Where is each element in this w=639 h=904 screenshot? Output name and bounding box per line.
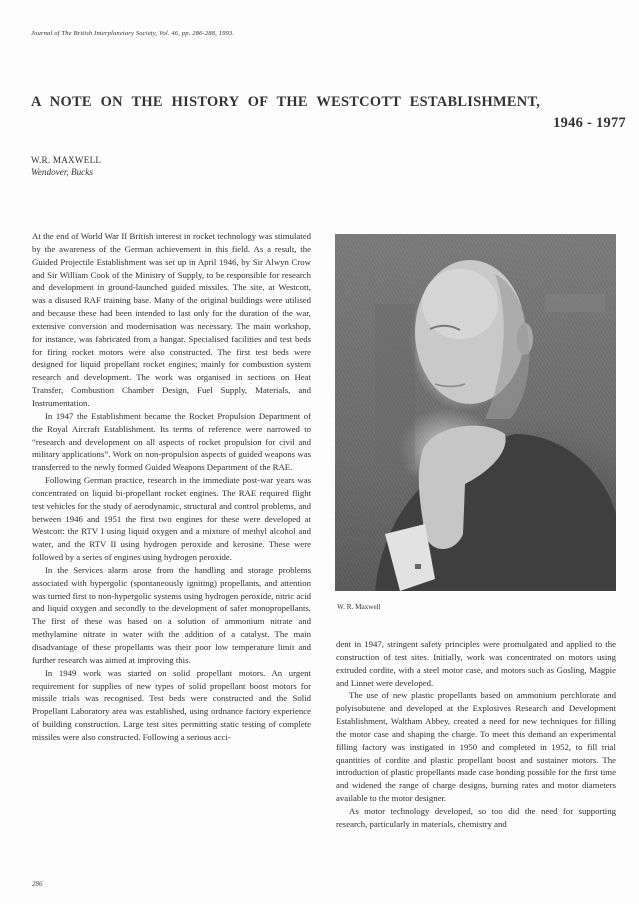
paragraph: In 1949 work was started on solid propellant motors. An urgent requirement for supplies of new types of solid propellant boost motors for missile trials was recognised. Test beds were constructed and the Solid Propellant Laboratory area was established, using ordnance factory experience of building construction. Large test sites permitting static testing of complete missiles were also constructed. Following a serious acci- <box>32 667 311 742</box>
page-number: 286 <box>32 880 43 888</box>
author-name: W.R. MAXWELL <box>31 155 102 165</box>
paragraph: Following German practice, research in the immediate post-war years was concentrated on liquid bi-propellant rocket engines. The RAE required flight test vehicles for the study of aerodynamic, structural and control problems, and between 1946 and 1951 the first two engines for these were developed at Westcott: the RTV I using liquid oxygen and a mixture of methyl alcohol and water, and the RTV II using hydrogen peroxide and kerosine. These were followed by a series of engines using hydrogen peroxide. <box>32 475 311 563</box>
paragraph: At the end of World War II British interest in rocket technology was stimulated by the awareness of the German achievement in this field. As a result, the Guided Projectile Establishment was set up in April 1946, by Sir Alwyn Crow and Sir William Cook of the Ministry of Supply, to be responsible for research and development in ground-launched guided missiles. The site, at Westcott, was a disused RAF training base. Many of the original buildings were utilised and because these had been intended to last only for the duration of the war, extensive conversion and modernisation was necessary. The main workshop, for instance, was fabricated from a hangar. Specialised facilities and test beds for firing rocket motors were also constructed. The first test beds were designed for liquid propellant rocket engines; mainly for combustion system research and development. The work was organised in sections on Heat Transfer, Combustion Chamber Design, Fuel Supply, Materials, and Instrumentation. <box>32 231 311 408</box>
paragraph: The use of new plastic propellants based on ammonium perchlorate and polyisobutene and developed at the Explosives Research and Development Establishment, Waltham Abbey, created a need for new techniques for filling the motor case and shaping the charge. To meet this demand an experimental filling factory was instigated in 1950 and completed in 1952, to fill trial quantities of cordite and plastic propellant boost and sustainer motors. The introduction of plastic propellants made case bonding possible for the first time and widened the range of charge designs, burning rates and motor diameters available to the motor designer. <box>336 690 616 804</box>
right-column <box>336 638 616 831</box>
paragraph: dent in 1947, stringent safety principles were promulgated and applied to the construction of test sites. Initially, work was concentrated on motors using extruded cordite, with a steel motor case, and motors such as Gosling, Magpie and Linnet were developed. <box>336 639 616 688</box>
paragraph: As motor technology developed, so too did the need for supporting research, particularly in materials, chemistry and <box>336 805 616 829</box>
portrait-image-icon <box>335 234 616 591</box>
journal-reference: Journal of The British Interplanetary Society, Vol. 46, pp. 286-288, 1993. <box>31 30 235 37</box>
paragraph: In 1947 the Establishment became the Rocket Propulsion Department of the Royal Aircraft Establishment. Its terms of reference were narrowed to “research and development on all aspects of rocket propulsion for civil and military applications”. Work on non-propulsion aspects of guided weapons was transferred to the newly formed Guided Weapons Department of the RAE. <box>32 410 311 473</box>
photo-caption: W. R. Maxwell <box>337 603 381 611</box>
article-title: A NOTE ON THE HISTORY OF THE WESTCOTT ESTABLISHMENT, <box>31 94 541 110</box>
portrait-photo <box>335 234 616 591</box>
paragraph: In the Services alarm arose from the handling and storage problems associated with hypergolic (spontaneously igniting) propellants, and attention was turned first to non-hypergolic systems using hydrogen peroxide, nitric acid and liquid oxygen and secondly to the development of safer monopropellants. The first of these was based on a solution of ammonium nitrate and methylamine nitrate in water with the addition of a catalyst. The main disadvantage of these propellants was their poor low temperature limit and further research was aimed at improving this. <box>32 564 311 665</box>
author-affiliation: Wendover, Bucks <box>31 167 93 177</box>
left-column <box>32 230 311 744</box>
article-title-years: 1946 - 1977 <box>553 115 626 131</box>
